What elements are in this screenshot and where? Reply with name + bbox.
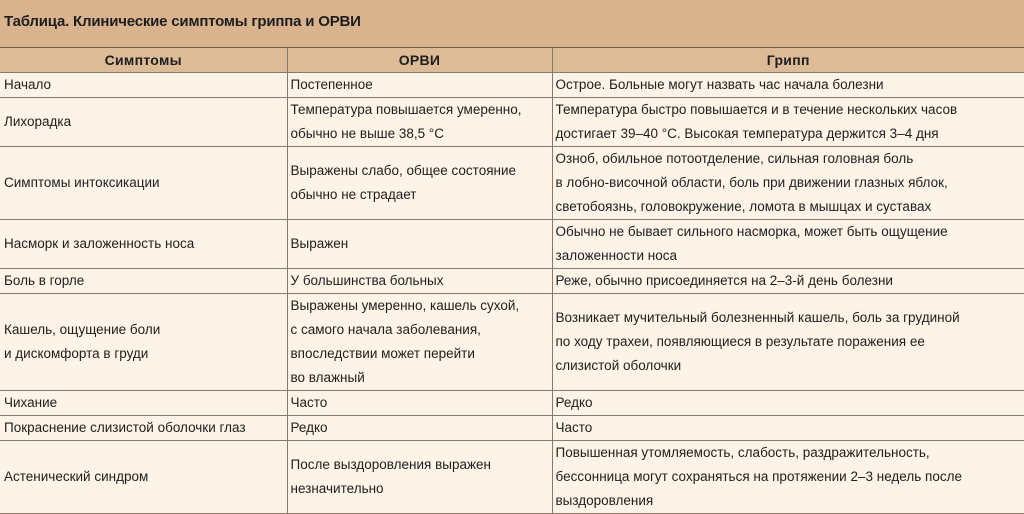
cell-symptom [0, 98, 287, 147]
table-row [0, 416, 1024, 441]
cell-line: бессонница могут сохраняться на протяжении 2–3 недель после [555, 469, 962, 484]
cell-line: во влажный [290, 370, 365, 385]
cell-flu [552, 220, 1024, 269]
column-header-flu: Грипп [552, 48, 1024, 73]
cell-symptom [0, 73, 287, 98]
cell-symptom [0, 391, 287, 416]
cell-line: Обычно не бывает сильного насморка, может быть ощущение [555, 224, 948, 239]
cell-line: Выражены умеренно, кашель сухой, [290, 298, 520, 313]
title-bar [0, 0, 1024, 48]
cell-orvi [287, 98, 552, 147]
table-row [0, 269, 1024, 294]
cell-flu [552, 147, 1024, 220]
cell-line: обычно не выше 38,5 °С [290, 126, 445, 141]
cell-line: Реже, обычно присоединяется на 2–3-й день болезни [555, 273, 893, 288]
cell-line: После выздоровления выражен [290, 457, 491, 472]
table-row [0, 98, 1024, 147]
cell-line: Возникает мучительный болезненный кашель, боль за грудиной [555, 310, 960, 325]
cell-line: Выражен [290, 236, 349, 251]
cell-line: Часто [555, 420, 593, 435]
cell-flu [552, 416, 1024, 441]
cell-symptom [0, 220, 287, 269]
cell-orvi [287, 416, 552, 441]
cell-line: впоследствии может перейти [290, 346, 475, 361]
cell-orvi [287, 391, 552, 416]
column-header-symptoms: Симптомы [0, 48, 287, 73]
cell-symptom [0, 269, 287, 294]
cell-line: незначительно [290, 481, 384, 496]
cell-line: Лихорадка [4, 114, 72, 129]
cell-line: Озноб, обильное потоотделение, сильная головная боль [555, 151, 914, 166]
cell-line: Симптомы интоксикации [4, 175, 160, 190]
table-row [0, 441, 1024, 514]
cell-line: Повышенная утомляемость, слабость, раздражительность, [555, 445, 930, 460]
cell-flu [552, 441, 1024, 514]
cell-line: слизистой оболочки [555, 358, 682, 373]
cell-symptom [0, 294, 287, 391]
cell-orvi [287, 220, 552, 269]
cell-line: Покраснение слизистой оболочки глаз [4, 420, 246, 435]
cell-line: Редко [290, 420, 328, 435]
cell-line: Температура повышается умеренно, [290, 102, 522, 117]
cell-line: с самого начала заболевания, [290, 322, 481, 337]
cell-line: Часто [290, 395, 328, 410]
cell-flu [552, 294, 1024, 391]
cell-line: выздоровления [555, 493, 654, 508]
cell-flu [552, 391, 1024, 416]
cell-symptom [0, 147, 287, 220]
cell-line: достигает 39–40 °С. Высокая температура держится 3–4 дня [555, 126, 939, 141]
cell-symptom [0, 441, 287, 514]
table-row [0, 147, 1024, 220]
cell-symptom [0, 416, 287, 441]
cell-orvi [287, 73, 552, 98]
table-row [0, 294, 1024, 391]
cell-line: Острое. Больные могут назвать час начала болезни [555, 77, 884, 92]
cell-line: обычно не страдает [290, 187, 417, 202]
cell-line: по ходу трахеи, появляющиеся в результате поражения ее [555, 334, 925, 349]
cell-flu [552, 98, 1024, 147]
symptoms-table [0, 48, 1024, 514]
cell-line: заложенности носа [555, 248, 677, 263]
header-row [0, 48, 1024, 73]
table-header [0, 48, 1024, 73]
cell-orvi [287, 441, 552, 514]
cell-line: Чихание [4, 395, 58, 410]
table-title: Таблица. Клинические симптомы гриппа и ОРВИ [4, 13, 361, 30]
cell-line: Насморк и заложенность носа [4, 236, 195, 251]
cell-line: Выражены слабо, общее состояние [290, 163, 517, 178]
cell-line: Кашель, ощущение боли [4, 322, 161, 337]
table-row [0, 220, 1024, 269]
cell-line: Постепенное [290, 77, 373, 92]
cell-orvi [287, 147, 552, 220]
column-header-orvi: ОРВИ [287, 48, 552, 73]
table-row [0, 73, 1024, 98]
cell-flu [552, 73, 1024, 98]
cell-line: Начало [4, 77, 52, 92]
cell-line: Температура быстро повышается и в течение нескольких часов [555, 102, 958, 117]
table-row [0, 391, 1024, 416]
cell-line: Редко [555, 395, 593, 410]
cell-orvi [287, 269, 552, 294]
cell-flu [552, 269, 1024, 294]
cell-line: Астенический синдром [4, 469, 149, 484]
cell-line: У большинства больных [290, 273, 444, 288]
cell-line: в лобно-височной области, боль при движении глазных яблок, [555, 175, 948, 190]
cell-orvi [287, 294, 552, 391]
cell-line: и дискомфорта в груди [4, 346, 149, 361]
cell-line: Боль в горле [4, 273, 85, 288]
table-body [0, 73, 1024, 514]
cell-line: светобоязнь, головокружение, ломота в мышцах и суставах [555, 199, 932, 214]
